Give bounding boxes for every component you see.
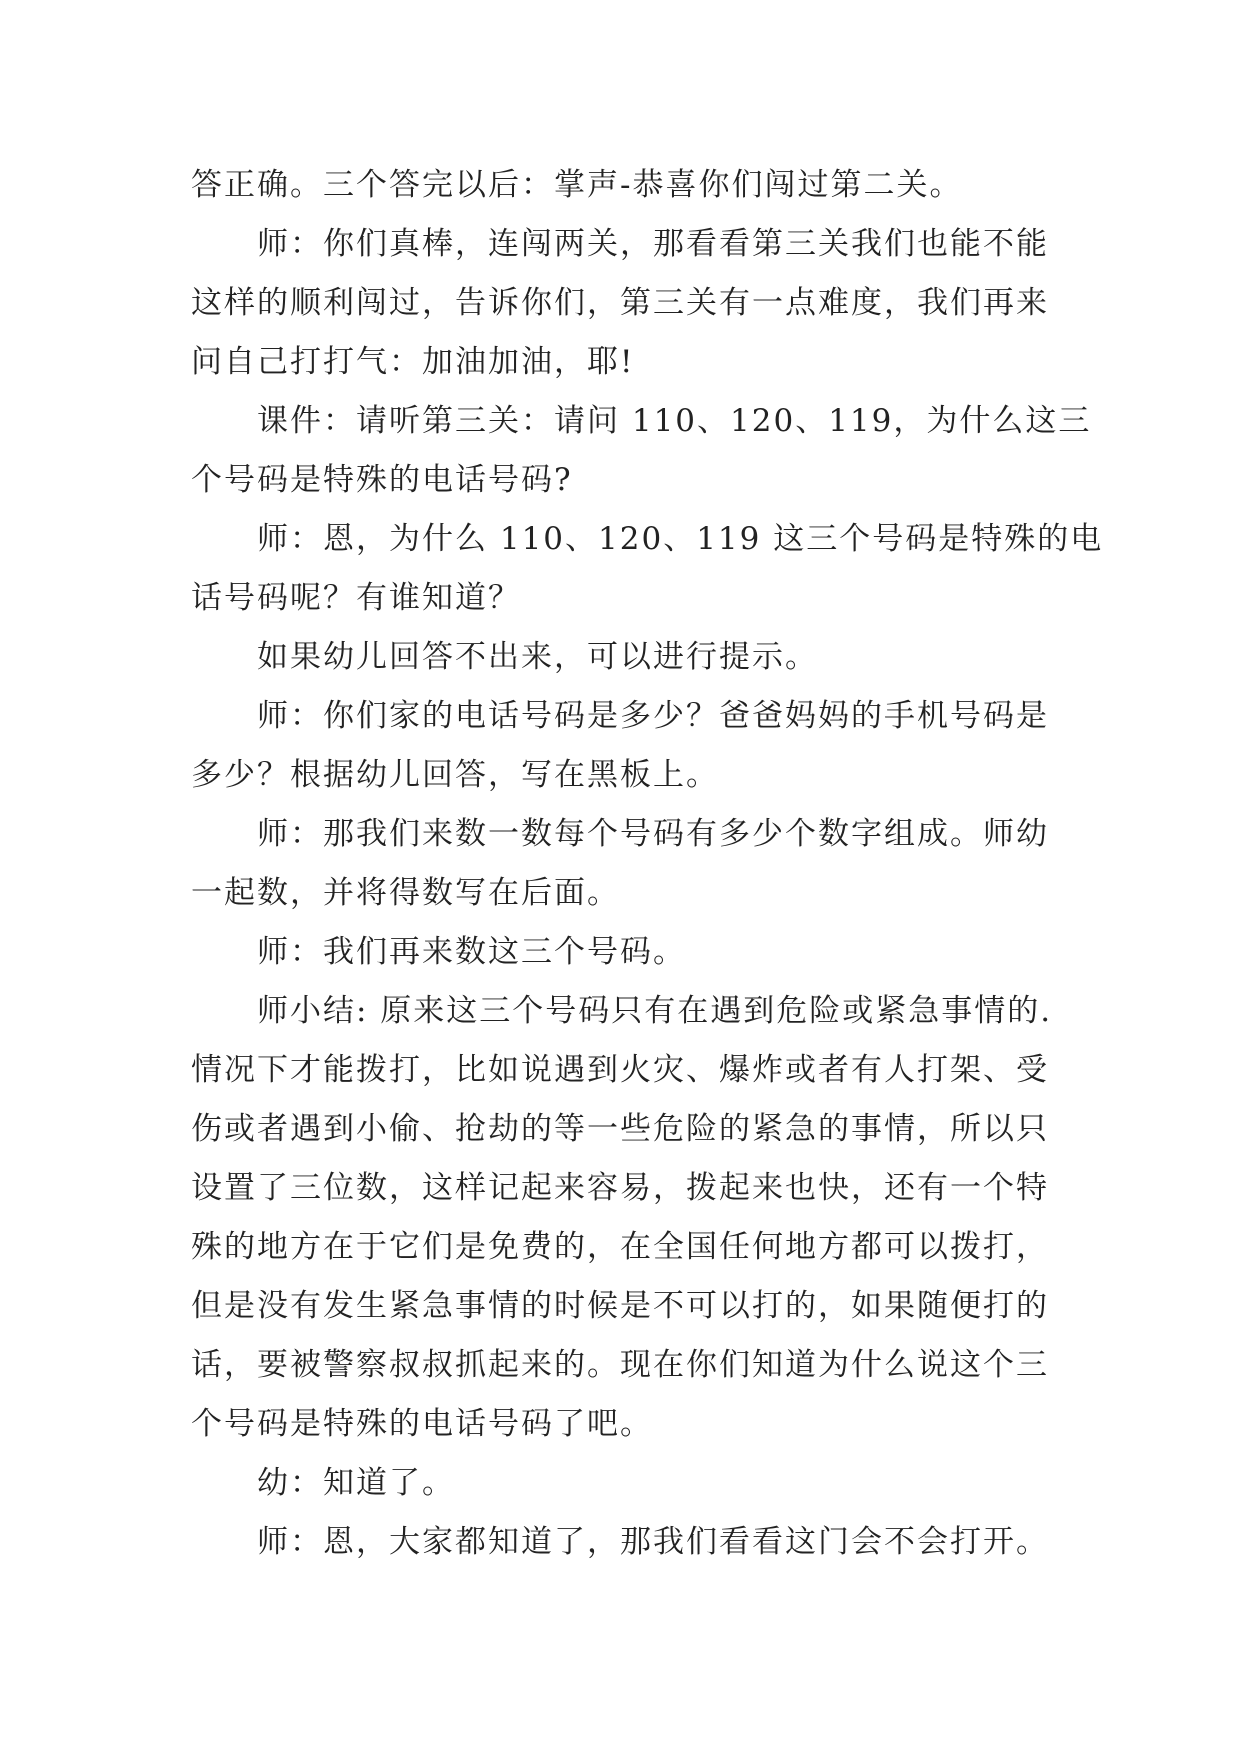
- text-line: 师：你们真棒，连闯两关，那看看第三关我们也能不能: [257, 226, 1049, 262]
- text-line: 这样的顺利闯过，告诉你们，第三关有一点难度，我们再来: [191, 285, 1049, 321]
- text-line: 设置了三位数，这样记起来容易，拨起来也快，还有一个特: [191, 1170, 1049, 1206]
- text-line: 师：那我们来数一数每个号码有多少个数字组成。师幼: [257, 816, 1049, 852]
- text-line: 问自己打打气：加油加油，耶!: [191, 344, 635, 380]
- text-line: 个号码是特殊的电话号码?: [191, 462, 573, 498]
- body-text: [191, 156, 1104, 1572]
- text-line: 师：恩，为什么 110、120、119 这三个号码是特殊的电: [257, 521, 1104, 557]
- text-line: 伤或者遇到小偷、抢劫的等一些危险的紧急的事情，所以只: [191, 1111, 1049, 1147]
- text-line: 一起数，并将得数写在后面。: [191, 875, 620, 911]
- text-line: 话，要被警察叔叔抓起来的。现在你们知道为什么说这个三: [191, 1347, 1049, 1383]
- text-line: 话号码呢？有谁知道？: [191, 580, 521, 616]
- text-line: 情况下才能拨打，比如说遇到火灾、爆炸或者有人打架、受: [191, 1052, 1049, 1088]
- text-line: 师：我们再来数这三个号码。: [257, 934, 686, 970]
- text-line: 多少？根据幼儿回答，写在黑板上。: [191, 757, 719, 793]
- text-line: 课件：请听第三关：请问 110、120、119，为什么这三: [257, 403, 1092, 439]
- text-line: 师：你们家的电话号码是多少？爸爸妈妈的手机号码是: [257, 698, 1049, 734]
- text-line: 师小结: 原来这三个号码只有在遇到危险或紧急事情的.: [257, 993, 1053, 1029]
- text-line: 但是没有发生紧急事情的时候是不可以打的，如果随便打的: [191, 1288, 1049, 1324]
- text-line: 殊的地方在于它们是免费的，在全国任何地方都可以拨打，: [191, 1229, 1049, 1265]
- text-line: 师：恩，大家都知道了，那我们看看这门会不会打开。: [257, 1524, 1049, 1560]
- text-line: 答正确。三个答完以后：掌声-恭喜你们闯过第二关。: [191, 167, 963, 203]
- text-line: 幼：知道了。: [257, 1465, 455, 1501]
- text-line: 如果幼儿回答不出来，可以进行提示。: [257, 639, 818, 675]
- text-line: 个号码是特殊的电话号码了吧。: [191, 1406, 653, 1442]
